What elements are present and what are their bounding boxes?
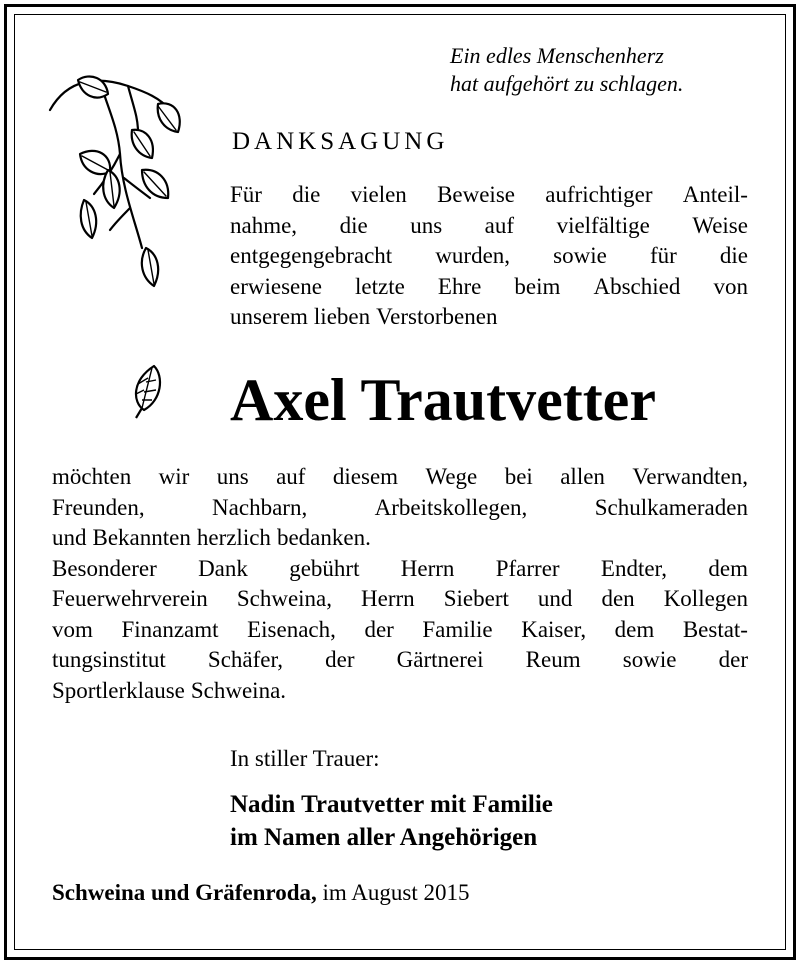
word: aufrichtiger — [545, 182, 653, 207]
word: nahme, — [230, 212, 298, 238]
word: entgegengebracht — [230, 243, 393, 268]
mourners-line-2: im Namen aller Angehörigen — [230, 824, 538, 851]
word: für — [649, 243, 677, 268]
footer-place: Schweina und Gräfenroda, — [52, 880, 317, 905]
word: Schäfer, — [207, 647, 283, 672]
word: vielen — [350, 182, 407, 207]
word: den — [601, 586, 635, 611]
deceased-name: Axel Trautvetter — [230, 367, 656, 433]
word: und — [52, 525, 87, 550]
word: Dank — [198, 555, 248, 581]
word: sowie — [622, 647, 677, 672]
word: Pfarrer — [495, 555, 560, 581]
word: allen — [560, 464, 605, 489]
word: auf — [484, 212, 515, 238]
word: Nachbarn, — [212, 494, 308, 520]
word: Weise — [692, 212, 748, 238]
word: Bekannten — [92, 525, 191, 550]
word: Schweina, — [236, 586, 333, 611]
text-line — [230, 302, 748, 333]
word: bedanken. — [276, 525, 371, 550]
word: Sportlerklause — [52, 677, 185, 703]
word: Wege — [425, 464, 478, 489]
word: Kollegen — [663, 586, 748, 611]
text-line — [52, 523, 748, 554]
motto — [450, 42, 740, 98]
text-line — [52, 493, 748, 524]
word: Abschied — [593, 273, 681, 299]
word: Bestat- — [682, 616, 748, 642]
word: Finanzamt — [121, 616, 219, 642]
word: der — [718, 647, 748, 672]
text-line — [230, 180, 748, 211]
word: Herrn — [361, 586, 415, 611]
word: vom — [52, 616, 93, 642]
word: beim — [514, 273, 561, 299]
text-line — [230, 211, 748, 242]
word: Feuerwehrverein — [52, 586, 208, 611]
word: die — [719, 243, 748, 268]
word: dem — [614, 616, 655, 642]
heading: DANKSAGUNG — [232, 128, 449, 155]
text-line — [52, 584, 748, 615]
mourners-line-1: Nadin Trautvetter mit Familie — [230, 791, 553, 818]
word: Arbeitskollegen, — [374, 494, 528, 520]
word: Endter, — [600, 555, 668, 581]
intro-paragraph — [230, 180, 748, 333]
word: Gärtnerei — [396, 647, 484, 672]
word: möchten — [52, 464, 132, 489]
word: Ehre — [437, 273, 482, 299]
word: unserem — [230, 304, 308, 329]
word: letzte — [355, 273, 405, 299]
word: Schulkameraden — [594, 494, 748, 520]
word: Verstorbenen — [376, 304, 498, 329]
motto-line-2: hat aufgehört zu schlagen. — [450, 71, 684, 96]
word: Kaiser, — [521, 616, 587, 642]
word: uns — [410, 212, 443, 238]
word: herzlich — [196, 525, 271, 550]
word: die — [339, 212, 368, 238]
word: Herrn — [400, 555, 455, 581]
word: Beweise — [437, 182, 515, 207]
word: Anteil- — [682, 182, 748, 207]
word: diesem — [332, 464, 399, 489]
word: der — [364, 616, 394, 642]
word: wir — [158, 464, 190, 489]
word: von — [713, 273, 748, 299]
word: sowie — [553, 243, 607, 268]
word: lieben — [313, 304, 371, 329]
mourning-label: In stiller Trauer: — [230, 746, 380, 771]
word: Schweina. — [190, 677, 287, 703]
word: Reum — [525, 647, 581, 672]
word: Besonderer — [52, 555, 157, 581]
word: tungsinstitut — [52, 647, 166, 672]
body-paragraph — [52, 462, 748, 706]
word: Eisenach, — [247, 616, 336, 642]
footer-date: im August 2015 — [322, 880, 470, 905]
word: dem — [708, 555, 748, 581]
motto-line-1: Ein edles Menschenherz — [450, 43, 664, 68]
word: Für — [230, 182, 262, 207]
text-line — [52, 676, 748, 707]
text-line — [52, 615, 748, 646]
mourners — [230, 788, 553, 854]
text-line — [230, 241, 748, 272]
word: vielfältige — [556, 212, 650, 238]
word: Verwandten, — [632, 464, 748, 489]
word: erwiesene — [230, 273, 322, 299]
text-line — [52, 462, 748, 493]
leaf-icon — [124, 362, 168, 422]
word: der — [325, 647, 355, 672]
word: auf — [276, 464, 306, 489]
text-line — [230, 272, 748, 303]
word: Siebert — [443, 586, 509, 611]
word: gebührt — [289, 555, 360, 581]
word: Freunden, — [52, 494, 145, 520]
footer — [52, 880, 469, 906]
word: uns — [216, 464, 249, 489]
text-line — [52, 645, 748, 676]
word: wurden, — [435, 243, 511, 268]
word: bei — [504, 464, 533, 489]
text-line — [52, 554, 748, 585]
word: die — [292, 182, 321, 207]
word: und — [537, 586, 573, 611]
word: Familie — [422, 616, 493, 642]
birch-branch-icon — [38, 58, 198, 298]
